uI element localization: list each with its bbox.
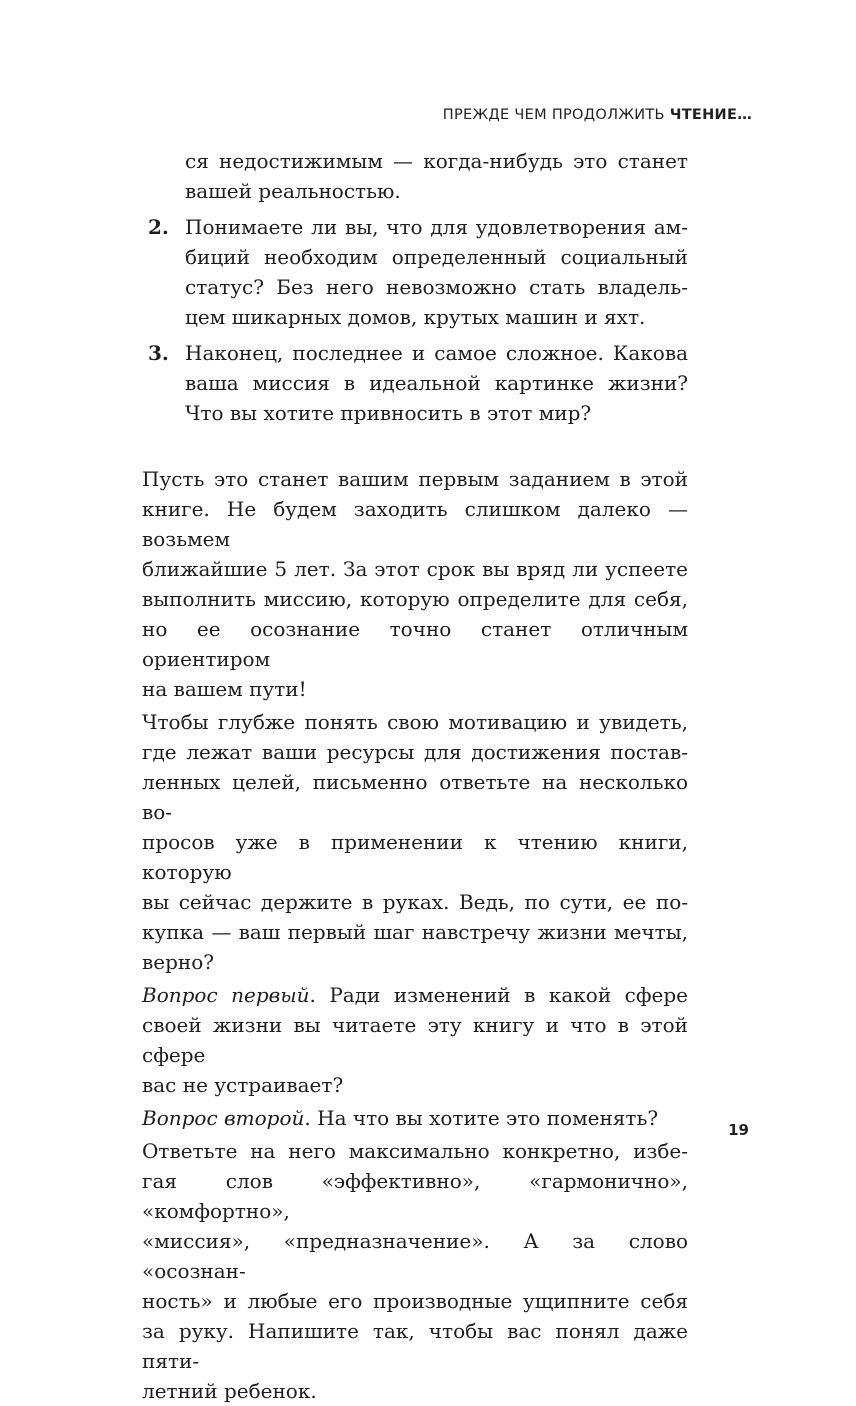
text-line (142, 980, 688, 1010)
text-line: ленных целей, письменно ответьте на несколько во- (142, 770, 688, 824)
list-number: 2. (148, 215, 169, 239)
text-line: на вашем пути! (142, 677, 307, 701)
question-second-label: Вопрос второй (142, 1106, 305, 1130)
list-item-3 (148, 338, 688, 428)
question-first-text: . Ради изменений в какой сфере (309, 983, 688, 1007)
text-line: цем шикарных домов, крутых машин и яхт. (185, 305, 646, 329)
text-line: «миссия», «предназначение». А за слово «осознан- (142, 1229, 688, 1283)
running-head-regular: ПРЕЖДЕ ЧЕМ ПРОДОЛЖИТЬ (442, 107, 670, 123)
paragraph-5 (142, 1136, 688, 1406)
text-line: но ее осознание точно станет отличным ориентиром (142, 617, 688, 671)
numbered-list (142, 146, 688, 428)
text-line: верно? (142, 950, 214, 974)
text-line: Понимаете ли вы, что для удовлетворения ам- (185, 215, 688, 239)
running-head (443, 107, 752, 123)
text-line: летний ребенок. (142, 1379, 317, 1403)
text-line: Что вы хотите привносить в этот мир? (185, 401, 592, 425)
text-line: ность» и любые его производные ущипните себя (142, 1289, 688, 1313)
text-line: Ответьте на него максимально конкретно, избе- (142, 1139, 688, 1163)
page-body (142, 146, 688, 1406)
text-line: ся недостижимым — когда-нибудь это станет (185, 149, 688, 173)
text-line: ближайшие 5 лет. За этот срок вы вряд ли успеете (142, 557, 688, 581)
text-line: своей жизни вы читаете эту книгу и что в этой сфере (142, 1013, 688, 1067)
text-line: купка — ваш первый шаг навстречу жизни мечты, (142, 920, 688, 944)
running-head-bold: ЧТЕНИЕ… (669, 107, 752, 123)
paragraph-3 (142, 980, 688, 1100)
question-second-text: . На что вы хотите это поменять? (304, 1106, 659, 1130)
paragraph-1 (142, 464, 688, 704)
list-item-2 (148, 212, 688, 332)
question-first-label: Вопрос первый (142, 983, 310, 1007)
text-line: статус? Без него невозможно стать владель- (185, 275, 688, 299)
page-number: 19 (728, 1121, 749, 1139)
paragraph-4 (142, 1103, 688, 1133)
text-line: биций необходим определенный социальный (185, 245, 688, 269)
text-line: Наконец, последнее и самое сложное. Какова (185, 341, 688, 365)
list-number: 3. (148, 341, 169, 365)
paragraph-2 (142, 707, 688, 977)
text-line: книге. Не будем заходить слишком далеко — возьмем (142, 497, 688, 551)
text-line: Чтобы глубже понять свою мотивацию и увидеть, (142, 710, 688, 734)
text-line (142, 1103, 688, 1133)
text-line: за руку. Напишите так, чтобы вас понял даже пяти- (142, 1319, 688, 1373)
text-line: гая слов «эффективно», «гармонично», «комфортно», (142, 1169, 688, 1223)
text-line: вы сейчас держите в руках. Ведь, по сути, ее по- (142, 890, 688, 914)
text-line: Пусть это станет вашим первым заданием в этой (142, 467, 688, 491)
text-line: ваша миссия в идеальной картинке жизни? (185, 371, 688, 395)
text-line: просов уже в применении к чтению книги, которую (142, 830, 688, 884)
text-line: где лежат ваши ресурсы для достижения постав- (142, 740, 688, 764)
text-line: выполнить миссию, которую определите для себя, (142, 587, 688, 611)
text-line: вашей реальностью. (185, 179, 401, 203)
list-continuation (185, 146, 688, 206)
text-line: вас не устраивает? (142, 1073, 344, 1097)
